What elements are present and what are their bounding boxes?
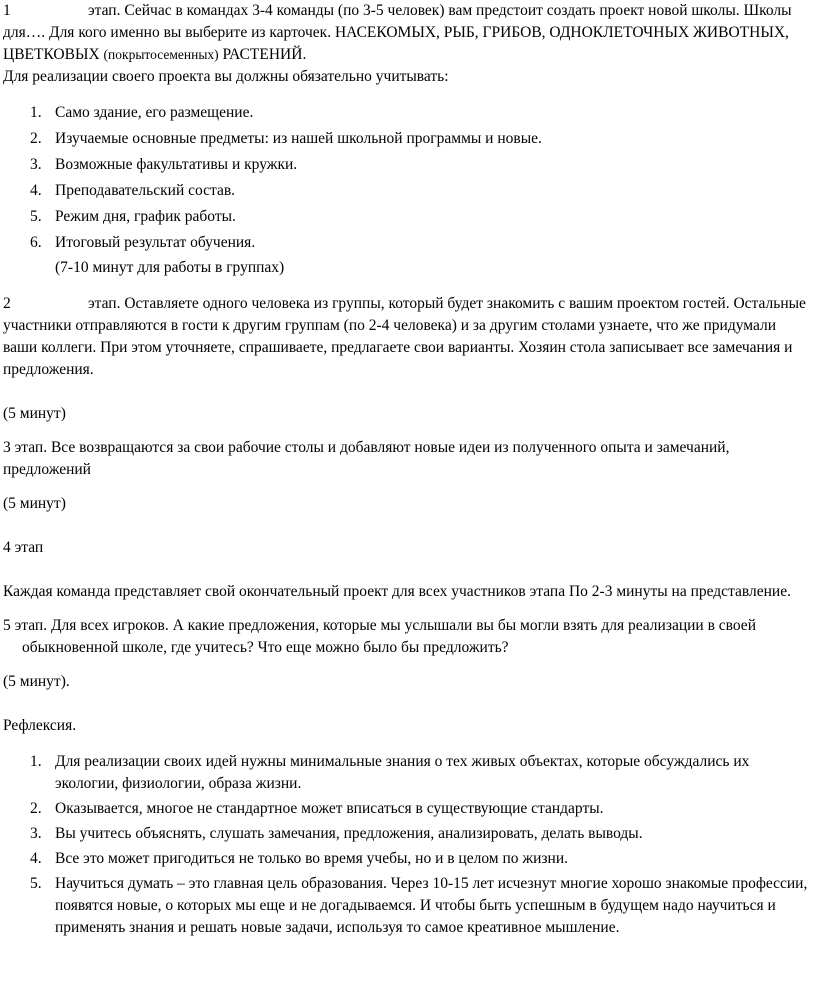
stage1-text-end: РАСТЕНИЙ. bbox=[218, 46, 307, 63]
stage1-number: 1 bbox=[3, 2, 11, 19]
stage3-paragraph: 3 этап. Все возвращаются за свои рабочие столы и добавляют новые идеи из полученного опыта и замечаний, предложений bbox=[3, 439, 730, 478]
stage1-list bbox=[3, 102, 811, 254]
list-item bbox=[3, 798, 811, 820]
list-item-number: 1. bbox=[30, 104, 42, 121]
stage1-time: (7-10 минут для работы в группах) bbox=[55, 259, 285, 276]
document-page bbox=[3, 0, 811, 942]
list-item bbox=[3, 873, 811, 939]
list-item-number: 4. bbox=[30, 850, 42, 867]
list-item-number: 2. bbox=[30, 130, 42, 147]
list-item-text: Возможные факультативы и кружки. bbox=[55, 156, 298, 173]
list-item-number: 2. bbox=[30, 800, 42, 817]
stage3-time: (5 минут) bbox=[3, 495, 66, 512]
list-item-text: Все это может пригодиться не только во время учебы, но и в целом по жизни. bbox=[55, 850, 568, 867]
list-item bbox=[3, 751, 811, 795]
list-item-text: Вы учитесь объяснять, слушать замечания, предложения, анализировать, делать выводы. bbox=[55, 825, 643, 842]
list-item-number: 4. bbox=[30, 182, 42, 199]
stage2-text: этап. Оставляете одного человека из группы, который будет знакомить с вашим проектом гостей. Остальные участники отправляются в гости к другим группам (по 2-4 человека) и за другим столами узнаете, что же придумали ваши коллеги. При этом уточняете, спрашиваете, предлагаете свои варианты. Хозяин стола записывает все замечания и предложения. bbox=[3, 295, 806, 378]
list-item-text: Режим дня, график работы. bbox=[55, 208, 236, 225]
stage4-title: 4 этап bbox=[3, 539, 44, 556]
list-item bbox=[3, 180, 811, 202]
list-item-number: 1. bbox=[30, 753, 42, 770]
list-item-number: 3. bbox=[30, 156, 42, 173]
list-item-number: 3. bbox=[30, 825, 42, 842]
list-item-text: Научиться думать – это главная цель образования. Через 10-15 лет исчезнут многие хорошо знакомые профессии, появятся новые, о которых мы еще и не догадываемся. И чтобы быть успешным в будущем надо научиться и применять знания и решать новые задачи, используя то самое креативное мышление. bbox=[55, 875, 808, 936]
list-item bbox=[3, 232, 811, 254]
stage2-number: 2 bbox=[3, 295, 11, 312]
stage4-paragraph: Каждая команда представляет свой окончательный проект для всех участников этапа По 2-3 минуты на представление. bbox=[3, 583, 791, 600]
stage5-time: (5 минут). bbox=[3, 673, 70, 690]
list-item-text: Изучаемые основные предметы: из нашей школьной программы и новые. bbox=[55, 130, 542, 147]
list-item bbox=[3, 206, 811, 228]
stage1-text: этап. Сейчас в командах 3-4 команды (по 3-5 человек) вам предстоит создать проект новой школы. Школы для…. Для кого именно вы выберите из карточек. НАСЕКОМЫХ, РЫБ, ГРИБОВ, ОДНОКЛЕТОЧНЫХ ЖИВОТНЫХ, ЦВЕТКОВЫХ bbox=[3, 2, 792, 63]
stage1-intro: Для реализации своего проекта вы должны обязательно учитывать: bbox=[3, 68, 449, 85]
list-item-number: 5. bbox=[30, 208, 42, 225]
list-item bbox=[3, 128, 811, 150]
stage1-paragraph bbox=[3, 0, 811, 66]
list-item bbox=[3, 154, 811, 176]
stage1-text-small: (покрытосеменных) bbox=[103, 47, 219, 62]
list-item-text: Преподавательский состав. bbox=[55, 182, 236, 199]
list-item-text: Для реализации своих идей нужны минимальные знания о тех живых объектах, которые обсуждались их экологии, физиологии, образа жизни. bbox=[55, 753, 750, 792]
list-item-text: Итоговый результат обучения. bbox=[55, 234, 256, 251]
list-item-number: 5. bbox=[30, 875, 42, 892]
reflection-title: Рефлексия. bbox=[3, 717, 77, 734]
list-item-number: 6. bbox=[30, 234, 42, 251]
list-item bbox=[3, 823, 811, 845]
reflection-list bbox=[3, 751, 811, 939]
stage5-paragraph: 5 этап. Для всех игроков. А какие предложения, которые мы услышали вы бы могли взять для реализации в своей обыкновенной школе, где учитесь? Что еще можно было бы предложить? bbox=[3, 617, 756, 656]
stage2-time: (5 минут) bbox=[3, 405, 66, 422]
list-item-text: Оказывается, многое не стандартное может вписаться в существующие стандарты. bbox=[55, 800, 604, 817]
stage2-paragraph bbox=[3, 293, 811, 381]
list-item bbox=[3, 848, 811, 870]
list-item bbox=[3, 102, 811, 124]
list-item-text: Само здание, его размещение. bbox=[55, 104, 254, 121]
